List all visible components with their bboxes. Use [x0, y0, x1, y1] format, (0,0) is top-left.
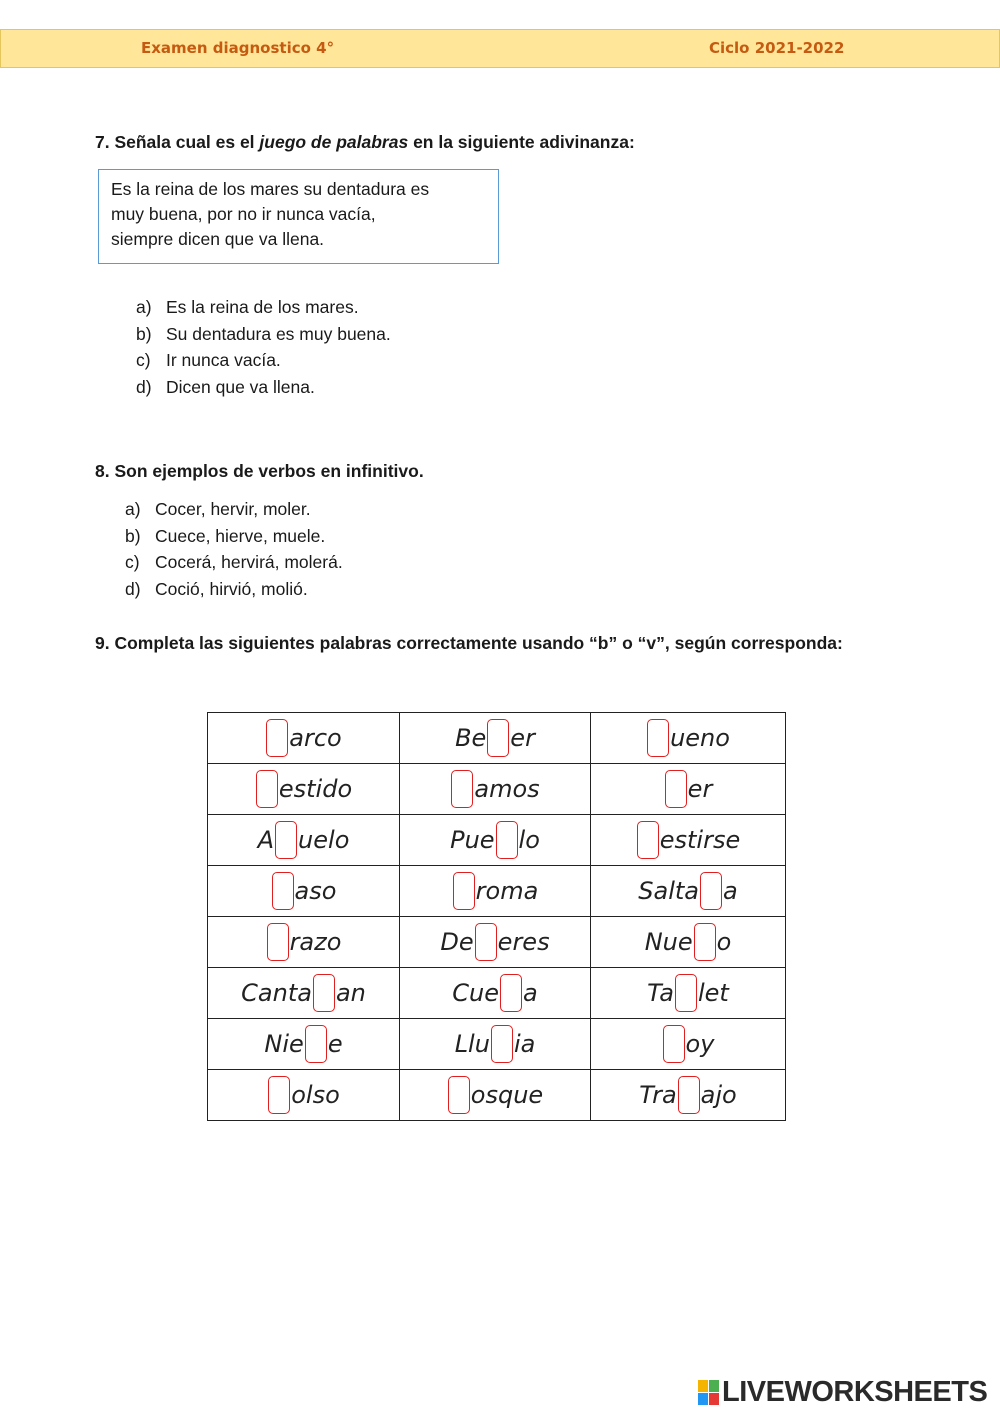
letter-blank-input[interactable] [700, 872, 722, 910]
word-suffix: estirse [659, 826, 741, 854]
word-prefix: Ta [647, 979, 674, 1007]
letter-blank-input[interactable] [678, 1076, 700, 1114]
word-prefix: Nie [264, 1030, 304, 1058]
question-7-options [136, 294, 391, 400]
word-cell [591, 968, 786, 1019]
word-prefix: Tra [639, 1081, 677, 1109]
question-8-title: 8. Son ejemplos de verbos en infinitivo. [95, 461, 424, 481]
option-b[interactable]: b) Su dentadura es muy buena. [136, 323, 391, 344]
word-suffix: olso [291, 1081, 340, 1109]
word-suffix: eres [497, 928, 550, 956]
letter-blank-input[interactable] [267, 923, 289, 961]
letter-blank-input[interactable] [637, 821, 659, 859]
table-row [208, 713, 786, 764]
option-c[interactable]: c) Ir nunca vacía. [136, 350, 281, 371]
letter-blank-input[interactable] [305, 1025, 327, 1063]
word-cell [591, 713, 786, 764]
word-cell [208, 917, 400, 968]
word-prefix: Salta [638, 877, 699, 905]
word-cell [400, 866, 591, 917]
letter-blank-input[interactable] [256, 770, 278, 808]
table-row [208, 1019, 786, 1070]
word-cell [208, 713, 400, 764]
word-suffix: ia [513, 1030, 536, 1058]
word-suffix: oy [685, 1030, 715, 1058]
letter-blank-input[interactable] [448, 1076, 470, 1114]
word-prefix: A [257, 826, 275, 854]
word-suffix: o [716, 928, 732, 956]
exam-title: Examen diagnostico 4° [141, 39, 335, 57]
word-cell [591, 866, 786, 917]
word-cell [400, 917, 591, 968]
word-cell [400, 713, 591, 764]
word-suffix: estido [278, 775, 353, 803]
word-suffix: aso [294, 877, 337, 905]
word-suffix: osque [470, 1081, 544, 1109]
letter-blank-input[interactable] [266, 719, 288, 757]
riddle-box [98, 169, 499, 264]
table-row [208, 1070, 786, 1121]
word-cell [400, 764, 591, 815]
word-prefix: Cue [452, 979, 499, 1007]
option-a[interactable]: a) Es la reina de los mares. [136, 297, 359, 317]
word-cell [208, 764, 400, 815]
letter-blank-input[interactable] [275, 821, 297, 859]
word-prefix: De [440, 928, 474, 956]
word-cell [400, 1070, 591, 1121]
word-suffix: ajo [700, 1081, 737, 1109]
word-suffix: roma [475, 877, 539, 905]
word-cell [591, 917, 786, 968]
table-row [208, 764, 786, 815]
table-row [208, 815, 786, 866]
option-b[interactable]: b) Cuece, hierve, muele. [125, 525, 326, 546]
option-d[interactable]: d) Dicen que va llena. [136, 376, 315, 397]
word-cell [208, 1019, 400, 1070]
option-d[interactable]: d) Coció, hirvió, molió. [125, 578, 308, 599]
word-suffix: razo [289, 928, 342, 956]
word-suffix: ueno [670, 724, 730, 752]
word-suffix: a [523, 979, 538, 1007]
word-suffix: an [335, 979, 366, 1007]
logo-text: LIVEWORKSHEETS [722, 1376, 988, 1408]
header-bar [0, 29, 1000, 68]
letter-blank-input[interactable] [313, 974, 335, 1012]
word-cell [208, 1070, 400, 1121]
word-suffix: amos [474, 775, 540, 803]
word-prefix: Pue [450, 826, 495, 854]
liveworksheets-logo [698, 1376, 987, 1409]
table-row [208, 917, 786, 968]
riddle-line: Es la reina de los mares su dentadura es [111, 179, 430, 199]
word-suffix: let [698, 979, 729, 1007]
letter-blank-input[interactable] [268, 1076, 290, 1114]
riddle-line: siempre dicen que va llena. [111, 229, 325, 249]
letter-blank-input[interactable] [694, 923, 716, 961]
riddle-line: muy buena, por no ir nunca vacía, [111, 204, 376, 224]
table-row [208, 968, 786, 1019]
word-cell [208, 968, 400, 1019]
letter-blank-input[interactable] [487, 719, 509, 757]
word-suffix: er [687, 775, 713, 803]
logo-icon [698, 1380, 719, 1405]
word-prefix: Llu [454, 1030, 490, 1058]
word-cell [591, 764, 786, 815]
word-suffix: arco [289, 724, 342, 752]
word-suffix: uelo [298, 826, 350, 854]
word-prefix: Be [455, 724, 487, 752]
word-cell [591, 1019, 786, 1070]
word-suffix: a [723, 877, 738, 905]
word-cell [400, 815, 591, 866]
question-9-title: 9. Completa las siguientes palabras correctamente usando “b” o “v”, según corresponda: [95, 633, 843, 653]
word-cell [208, 866, 400, 917]
letter-blank-input[interactable] [491, 1025, 513, 1063]
word-cell [400, 1019, 591, 1070]
word-suffix: e [327, 1030, 343, 1058]
letter-blank-input[interactable] [475, 923, 497, 961]
word-completion-table [207, 712, 786, 1121]
question-7-title: 7. Señala cual es el juego de palabras en la siguiente adivinanza: [95, 132, 635, 152]
word-cell [400, 968, 591, 1019]
word-suffix: lo [518, 826, 540, 854]
letter-blank-input[interactable] [663, 1025, 685, 1063]
letter-blank-input[interactable] [453, 872, 475, 910]
school-cycle: Ciclo 2021-2022 [709, 39, 845, 57]
letter-blank-input[interactable] [500, 974, 522, 1012]
option-c[interactable]: c) Cocerá, hervirá, molerá. [125, 552, 343, 573]
letter-blank-input[interactable] [451, 770, 473, 808]
letter-blank-input[interactable] [665, 770, 687, 808]
letter-blank-input[interactable] [496, 821, 518, 859]
word-suffix: er [510, 724, 535, 752]
letter-blank-input[interactable] [647, 719, 669, 757]
option-a[interactable]: a) Cocer, hervir, moler. [125, 499, 311, 519]
word-cell [591, 815, 786, 866]
word-prefix: Canta [241, 979, 312, 1007]
word-cell [591, 1070, 786, 1121]
table-row [208, 866, 786, 917]
letter-blank-input[interactable] [272, 872, 294, 910]
question-8-options [125, 496, 343, 602]
word-prefix: Nue [644, 928, 693, 956]
letter-blank-input[interactable] [675, 974, 697, 1012]
word-cell [208, 815, 400, 866]
